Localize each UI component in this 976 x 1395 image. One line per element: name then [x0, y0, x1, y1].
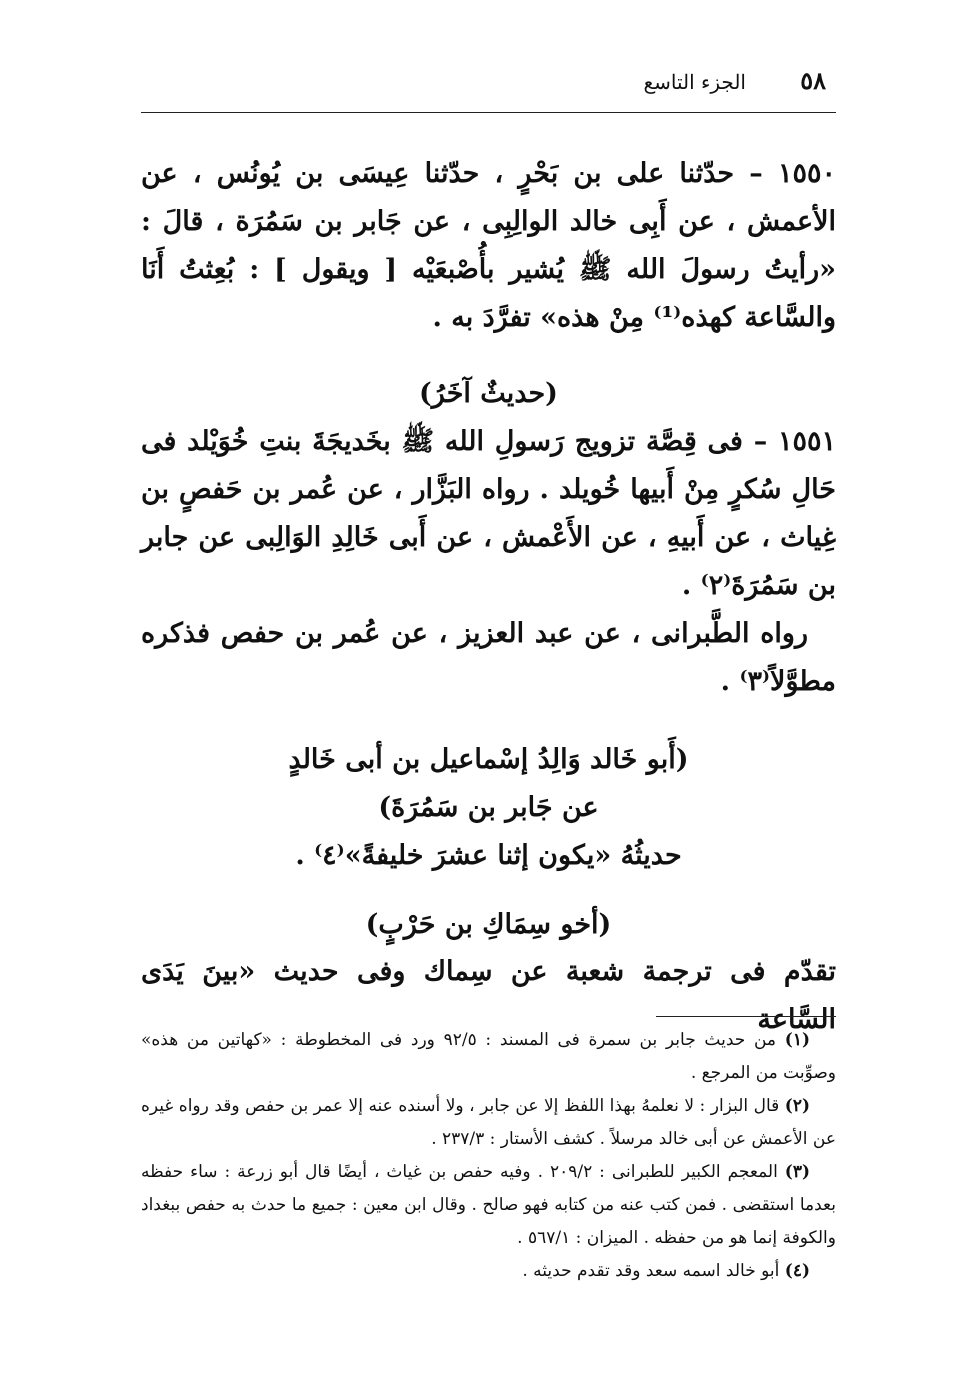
footnote-text: المعجم الكبير للطبرانى : ٢٠٩/٢ . وفيه حفص بن غياث ، أيضًا قال أبو زرعة : ساء حفظه بعدما استقضى . فمن كتب عنه من كتابه فهو صالح . وقال ابن معين : جميع ما حدث به حفص ببغداد والكوفة إنما هو من حفظه . الميزان : ٥٦٧/١ . [141, 1162, 836, 1248]
heading-hadith-akhar: (حديثٌ آخَرُ) [419, 378, 558, 409]
page-header [146, 66, 826, 108]
footnote-text: أبو خالد اسمه سعد وقد تقدم حديثه . [522, 1261, 780, 1281]
spacer [141, 880, 836, 902]
footnote-2 [141, 1090, 836, 1156]
footnote-text: من حديث جابر بن سمرة فى المسند : ٩٢/٥ ورد فى المخطوطة : «كهاتين من هذه» وصوِّبت من المرجع . [141, 1030, 836, 1083]
footnote-number: (١) [784, 1030, 810, 1050]
footnote-4 [141, 1255, 836, 1288]
footnote-number: (٣) [784, 1162, 811, 1182]
header-rule [141, 112, 836, 113]
hadith-1550: ١٥٥٠ – حدّثنا على بن بَحْرٍ ، حدّثنا عِيسَى بن يُونُس ، عن الأعمش ، عن أَبِى خالد الوالِبِى ، عن جَابر بن سَمُرَة ، قالَ : «رأيتُ رسولَ الله ﷺ يُشير بأُصْبعَيْه [ ويقول ] : بُعِثتُ أَنَا والسَّاعة كهذه⁽¹⁾ مِنْ هذه» تفرَّدَ به . [141, 158, 836, 333]
spacer [141, 706, 836, 736]
footnote-number: (٢) [784, 1096, 810, 1116]
spacer [141, 342, 836, 370]
footnote-rule [656, 1016, 836, 1017]
footnote-text: قال البزار : لا نعلمهُ بهذا اللفظ إلا عن جابر ، ولا أسنده عنه إلا عمر بن حفص وقد رواه غيره عن الأعمش عن أبى خالد مرسلاً . كشف الأستار : ٢٣٧/٣ . [141, 1096, 836, 1149]
running-title: الجزء التاسع [643, 70, 746, 94]
page-number: ٥٨ [800, 66, 826, 95]
heading-abu-khalid-line-1: (أَبو خَالد وَالِدُ إسْماعيل بن أبى خَالدٍ [288, 744, 689, 775]
footnote-number: (٤) [784, 1261, 810, 1281]
main-text [141, 150, 836, 1044]
heading-akhu-simak: (أخو سِمَاكِ بن حَرْبٍ) [365, 909, 612, 940]
heading-abu-khalid-line-2: عن جَابر بن سَمُرَةَ) [378, 792, 599, 823]
footnote-1 [141, 1024, 836, 1090]
heading-abu-khalid-line-3: حديثُهُ «يكون إثنا عشرَ خليفةً»⁽٤⁾ . [295, 840, 682, 871]
footnote-3 [141, 1156, 836, 1255]
footnotes [141, 1024, 836, 1288]
hadith-1551-continued: رواه الطَّبرانى ، عن عبد العزيز ، عن عُمر بن حفص فذكره مطوَّلاً⁽٣⁾ . [141, 618, 836, 697]
hadith-1551: ١٥٥١ – فى قِصَّة تزويج رَسولِ الله ﷺ بخَديجَةَ بنتِ خُوَيْلد فى حَالِ سُكرٍ مِنْ أَبيها خُويلد . رواه البَزَّار ، عن عُمر بن حَفصٍ بن غِياث ، عن أَبيهِ ، عن الأَعْمش ، عن أَبى خَالِدِ الوَالِبى عن جابر بن سَمُرَةَ⁽٢⁾ . [141, 426, 836, 601]
para-simak: تقدّم فى ترجمة شعبة عن سِماك وفى حديث «بينَ يَدَى السَّاعة [141, 956, 836, 1035]
